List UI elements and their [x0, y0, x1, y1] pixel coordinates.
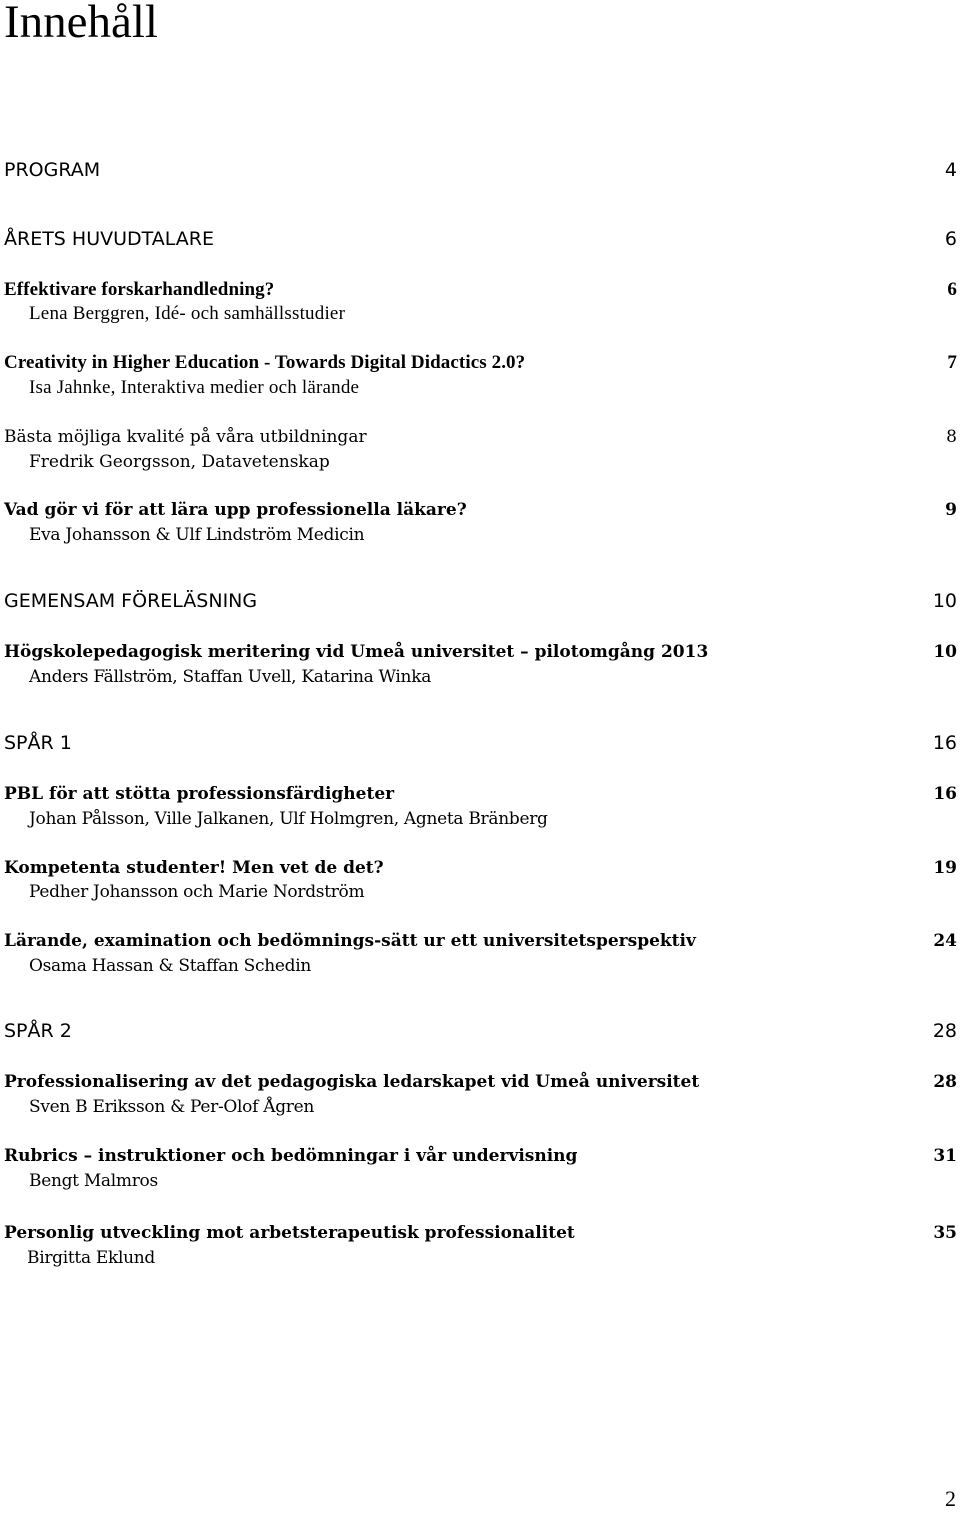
- toc-entry-authors: Birgitta Eklund: [27, 1248, 156, 1268]
- toc-entry[interactable]: [4, 499, 957, 521]
- toc-entry[interactable]: [4, 1145, 957, 1167]
- toc-entry-title: Bästa möjliga kvalité på våra utbildningar: [4, 427, 367, 447]
- toc-page-number: 35: [933, 1223, 957, 1243]
- toc-section-label: SPÅR 1: [4, 732, 72, 754]
- toc-entry-authors: Sven B Eriksson & Per-Olof Ågren: [29, 1097, 315, 1117]
- toc-page-number: 8: [946, 427, 957, 447]
- toc-page-number: 16: [933, 784, 957, 804]
- toc-entry-title: Creativity in Higher Education - Towards Digital Didactics 2.0?: [4, 352, 526, 373]
- toc-section-label: PROGRAM: [4, 159, 101, 181]
- toc-page-number: 28: [932, 1020, 957, 1042]
- toc-entry-authors: Anders Fällström, Staffan Uvell, Katarina Winka: [29, 667, 432, 687]
- toc-entry[interactable]: [4, 857, 957, 879]
- toc-section-huvudtalare[interactable]: [4, 227, 957, 251]
- toc-page-number: 28: [933, 1072, 957, 1092]
- toc-entry[interactable]: [4, 279, 957, 301]
- toc-entry[interactable]: [4, 426, 957, 448]
- toc-entry-authors: Pedher Johansson och Marie Nordström: [29, 882, 365, 902]
- toc-section-label: GEMENSAM FÖRELÄSNING: [4, 590, 258, 612]
- toc-entry[interactable]: [4, 930, 957, 952]
- toc-section-label: ÅRETS HUVUDTALARE: [4, 228, 214, 250]
- toc-entry-title: Professionalisering av det pedagogiska ledarskapet vid Umeå universitet: [4, 1072, 700, 1092]
- toc-entry[interactable]: [4, 1071, 957, 1093]
- toc-page-number: 6: [947, 279, 957, 300]
- toc-page-number: 6: [944, 228, 957, 250]
- toc-page-number: 9: [945, 500, 957, 520]
- toc-entry-title: Högskolepedagogisk meritering vid Umeå universitet – pilotomgång 2013: [4, 642, 709, 662]
- toc-section-label: SPÅR 2: [4, 1020, 72, 1042]
- toc-entry[interactable]: [4, 641, 957, 663]
- toc-entry-authors: Lena Berggren, Idé- och samhällsstudier: [29, 303, 346, 324]
- toc-entry[interactable]: [4, 352, 957, 374]
- toc-entry-authors: Bengt Malmros: [29, 1171, 158, 1191]
- page-number: 2: [945, 1486, 956, 1511]
- toc-page-number: 19: [933, 858, 957, 878]
- toc-section-program[interactable]: [4, 158, 957, 182]
- toc-entry-title: Rubrics – instruktioner och bedömningar i vår undervisning: [4, 1146, 578, 1166]
- toc-entry-authors: Eva Johansson & Ulf Lindström Medicin: [29, 525, 365, 545]
- toc-page-number: 10: [933, 642, 957, 662]
- toc-entry-title: Kompetenta studenter! Men vet de det?: [4, 858, 384, 878]
- toc-entry-authors: Osama Hassan & Staffan Schedin: [29, 956, 312, 976]
- toc-page-number: 31: [933, 1146, 957, 1166]
- toc-section-gemensam[interactable]: [4, 589, 957, 613]
- toc-entry-authors: Johan Pålsson, Ville Jalkanen, Ulf Holmgren, Agneta Bränberg: [29, 809, 548, 829]
- toc-entry-authors: Isa Jahnke, Interaktiva medier och lärande: [29, 377, 360, 398]
- toc-page-number: 16: [932, 732, 957, 754]
- toc-entry[interactable]: [4, 1222, 957, 1244]
- toc-page-number: 24: [933, 931, 957, 951]
- toc-entry-title: PBL för att stötta professionsfärdigheter: [4, 784, 395, 804]
- toc-page-number: 10: [932, 590, 957, 612]
- toc-entry-authors: Fredrik Georgsson, Datavetenskap: [29, 452, 330, 472]
- toc-entry[interactable]: [4, 783, 957, 805]
- toc-section-spar1[interactable]: [4, 731, 957, 755]
- toc-entry-title: Personlig utveckling mot arbetsterapeutisk professionalitet: [4, 1223, 575, 1243]
- toc-entry-title: Lärande, examination och bedömnings-sätt ur ett universitetsperspektiv: [4, 931, 696, 951]
- toc-entry-title: Vad gör vi för att lära upp professionella läkare?: [4, 500, 467, 520]
- toc-entry-title: Effektivare forskarhandledning?: [4, 279, 275, 300]
- toc-page-number: 4: [944, 159, 957, 181]
- toc-section-spar2[interactable]: [4, 1019, 957, 1043]
- toc-page-number: 7: [947, 352, 957, 373]
- page-title: Innehåll: [4, 0, 158, 48]
